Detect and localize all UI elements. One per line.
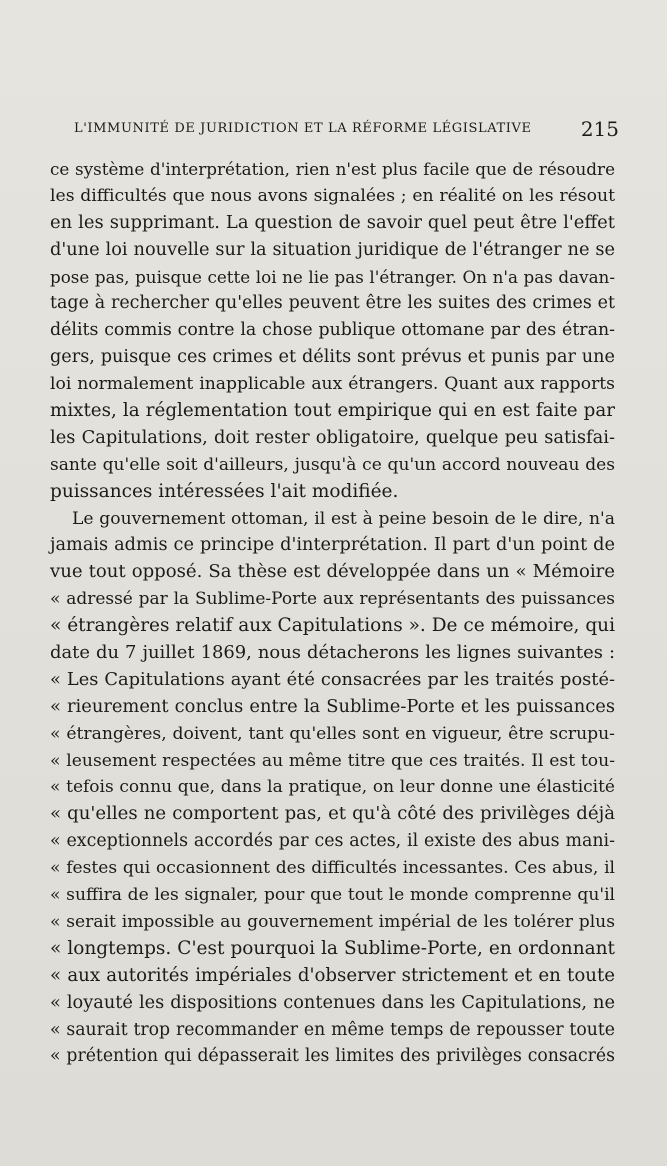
text-line: vue tout opposé. Sa thèse est développée dans un « Mémoire xyxy=(50,561,615,583)
quote-line: « qu'elles ne comportent pas, et qu'à côté des privilèges déjà xyxy=(50,803,615,825)
quote-line: « saurait trop recommander en même temps de repousser toute xyxy=(50,1019,615,1040)
text-line: jamais admis ce principe d'interprétation. Il part d'un point de xyxy=(50,535,615,556)
text-line: gers, puisque ces crimes et délits sont prévus et punis par une xyxy=(50,347,615,368)
text-line: les difficultés que nous avons signalées ; en réalité on les résout xyxy=(50,185,615,206)
text-line: les Capitulations, doit rester obligatoire, quelque peu satisfai- xyxy=(50,426,615,448)
quote-line: « leusement respectées au même titre que ces traités. Il est tou- xyxy=(50,750,615,771)
running-head xyxy=(74,119,619,143)
quote-line: « aux autorités impériales d'observer strictement et en toute xyxy=(50,964,615,986)
quote-line: « loyauté les dispositions contenues dans les Capitulations, ne xyxy=(50,992,615,1013)
text-line: sante qu'elle soit d'ailleurs, jusqu'à ce qu'un accord nouveau des xyxy=(50,454,615,475)
text-line: « adressé par la Sublime-Porte aux représentants des puissances xyxy=(50,589,615,610)
text-line: mixtes, la réglementation tout empirique qui en est faite par xyxy=(50,400,615,422)
quote-line: « suffira de les signaler, pour que tout le monde comprenne qu'il xyxy=(50,885,615,906)
body-text xyxy=(50,156,615,1070)
quote-line: « étrangères, doivent, tant qu'elles sont en vigueur, être scrupu- xyxy=(50,723,615,744)
text-line: loi normalement inapplicable aux étrangers. Quant aux rapports xyxy=(50,374,615,395)
text-line: pose pas, puisque cette loi ne lie pas l'étranger. On n'a pas davan- xyxy=(50,266,615,287)
paragraph-start-line: Le gouvernement ottoman, il est à peine besoin de le dire, n'a xyxy=(72,508,615,529)
text-line: tage à rechercher qu'elles peuvent être les suites des crimes et xyxy=(50,293,615,314)
text-line: en les supprimant. La question de savoir quel peut être l'effet xyxy=(50,211,615,233)
text-line: « étrangères relatif aux Capitulations ». De ce mémoire, qui xyxy=(50,615,615,637)
text-line: ce système d'interprétation, rien n'est plus facile que de résoudre xyxy=(50,159,615,179)
quote-line: « exceptionnels accordés par ces actes, il existe des abus mani- xyxy=(50,831,615,852)
quote-line: « prétention qui dépasserait les limites des privilèges consacrés xyxy=(50,1046,615,1067)
quote-line: « rieurement conclus entre la Sublime-Porte et les puissances xyxy=(50,695,615,717)
quote-line: « longtemps. C'est pourquoi la Sublime-Porte, en ordonnant xyxy=(50,937,615,959)
text-line: puissances intéressées l'ait modifiée. xyxy=(50,480,399,502)
quote-line: « serait impossible au gouvernement impérial de les tolérer plus xyxy=(50,911,615,932)
quote-line: « tefois connu que, dans la pratique, on leur donne une élasticité xyxy=(50,777,615,798)
text-line: délits commis contre la chose publique ottomane par des étran- xyxy=(50,320,615,341)
running-head-title: L'IMMUNITÉ DE JURIDICTION ET LA RÉFORME LÉGISLATIVE xyxy=(74,121,532,136)
quote-line: « Les Capitulations ayant été consacrées par les traités posté- xyxy=(50,668,615,690)
quote-line: « festes qui occasionnent des difficultés incessantes. Ces abus, il xyxy=(50,858,615,879)
page-number: 215 xyxy=(580,117,619,141)
text-line: d'une loi nouvelle sur la situation juridique de l'étranger ne se xyxy=(50,239,615,260)
text-line: date du 7 juillet 1869, nous détacherons les lignes suivantes : xyxy=(50,642,615,664)
